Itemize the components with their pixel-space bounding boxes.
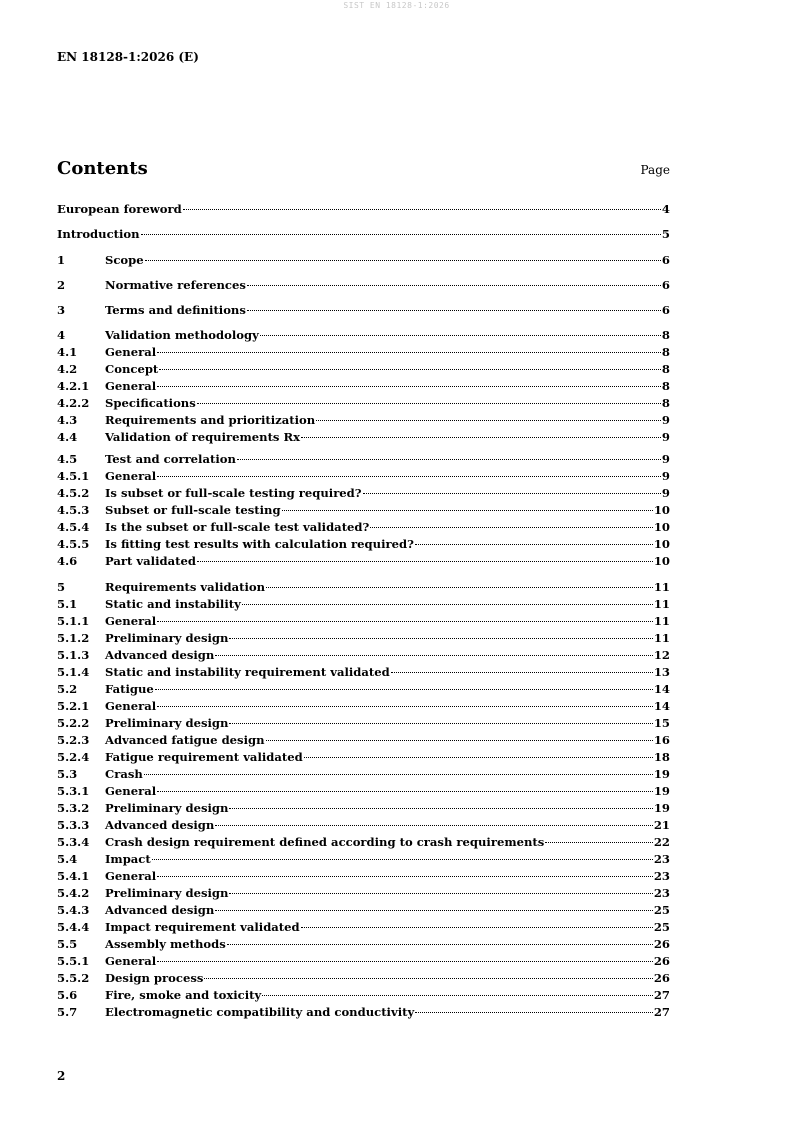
toc-entry-page: 12 [653, 648, 670, 662]
toc-entry-number: 4.5 [57, 452, 78, 466]
dot-leader [229, 808, 652, 809]
toc-entry-title: Is subset or full-scale testing required? [105, 486, 362, 500]
toc-entry-page: 19 [653, 801, 670, 815]
dot-leader [237, 459, 661, 460]
toc-entry-page: 6 [661, 253, 670, 267]
toc-entry-title: Impact [105, 852, 151, 866]
toc-entry-page: 23 [653, 886, 670, 900]
toc-entry-title: Is the subset or full-scale test validated? [105, 520, 370, 534]
toc-entry-number: 5.2.4 [57, 750, 90, 764]
dot-leader [260, 335, 661, 336]
dot-leader [304, 757, 653, 758]
toc-entry-page: 14 [653, 682, 670, 696]
toc-entry-number: 5.4.4 [57, 920, 90, 934]
dot-leader [157, 476, 661, 477]
toc-entry-number: 4.5.4 [57, 520, 90, 534]
toc-entry-number: 5.5.2 [57, 971, 90, 985]
toc-entry-page: 25 [653, 903, 670, 917]
toc-entry-title: General [105, 784, 157, 798]
toc-entry-page: 10 [653, 503, 670, 517]
dot-leader [266, 587, 653, 588]
dot-leader [316, 420, 661, 421]
toc-entry-title: Preliminary design [105, 886, 229, 900]
toc-entry-page: 22 [653, 835, 670, 849]
toc-entry-page: 4 [661, 202, 670, 216]
toc-entry-number: 4 [57, 328, 66, 342]
toc-entry-page: 11 [653, 614, 670, 628]
toc-entry[interactable] [57, 681, 670, 698]
toc-entry-page: 9 [661, 452, 670, 466]
toc-entry-page: 11 [653, 631, 670, 645]
dot-leader [159, 369, 661, 370]
toc-entry[interactable] [57, 970, 670, 987]
toc-entry[interactable] [57, 698, 670, 715]
toc-entry[interactable] [57, 579, 670, 596]
document-id: EN 18128-1:2026 (E) [57, 50, 199, 64]
toc-entry-title: General [105, 699, 157, 713]
dot-leader [144, 774, 653, 775]
toc-entry-number: 5.3 [57, 767, 78, 781]
toc-entry-title: Concept [105, 362, 159, 376]
toc-entry-number: 5.4.2 [57, 886, 90, 900]
toc-entry-title: General [105, 345, 157, 359]
toc-entry-number: 5.6 [57, 988, 78, 1002]
toc-entry-page: 15 [653, 716, 670, 730]
toc-entry-number: 4.5.5 [57, 537, 90, 551]
toc-entry-page: 19 [653, 767, 670, 781]
toc-entry-page: 5 [661, 227, 670, 241]
toc-entry[interactable] [57, 553, 670, 570]
toc-entry[interactable] [57, 1004, 670, 1021]
dot-leader [391, 672, 653, 673]
toc-entry-number: 4.2.1 [57, 379, 90, 393]
toc-entry[interactable] [57, 647, 670, 664]
dot-leader [215, 655, 653, 656]
dot-leader [247, 310, 661, 311]
toc-entry-page: 8 [661, 396, 670, 410]
toc-entry-page: 26 [653, 954, 670, 968]
dot-leader [215, 825, 653, 826]
toc-entry[interactable] [57, 834, 670, 851]
dot-leader [157, 352, 661, 353]
toc-entry-page: 8 [661, 362, 670, 376]
dot-leader [370, 527, 653, 528]
toc-entry-page: 10 [653, 554, 670, 568]
toc-entry[interactable] [57, 361, 670, 378]
toc-entry-number: 5.2.3 [57, 733, 90, 747]
toc-entry-page: 8 [661, 328, 670, 342]
toc-entry-number: 5.3.4 [57, 835, 90, 849]
dot-leader [415, 1012, 653, 1013]
toc-entry-number: 4.5.2 [57, 486, 90, 500]
toc-entry[interactable] [57, 885, 670, 902]
toc-entry-page: 26 [653, 937, 670, 951]
toc-entry[interactable] [57, 502, 670, 519]
toc-entry[interactable] [57, 485, 670, 502]
toc-entry[interactable] [57, 277, 670, 294]
toc-entry[interactable] [57, 868, 670, 885]
dot-leader [157, 876, 653, 877]
toc-entry-page: 26 [653, 971, 670, 985]
dot-leader [262, 995, 653, 996]
toc-entry-number: 4.6 [57, 554, 78, 568]
toc-entry-number: 4.2.2 [57, 396, 90, 410]
toc-entry-title: General [105, 379, 157, 393]
page-column-label: Page [640, 163, 670, 177]
toc-entry[interactable] [57, 953, 670, 970]
toc-entry[interactable] [57, 378, 670, 395]
toc-entry[interactable] [57, 536, 670, 553]
dot-leader [152, 859, 653, 860]
toc-entry-page: 11 [653, 580, 670, 594]
toc-entry-title: Electromagnetic compatibility and conductivity [105, 1005, 415, 1019]
toc-entry-page: 21 [653, 818, 670, 832]
toc-entry-title: Fatigue requirement validated [105, 750, 303, 764]
toc-entry[interactable] [57, 987, 670, 1004]
toc-entry-title: Static and instability [105, 597, 241, 611]
toc-entry[interactable] [57, 302, 670, 319]
toc-entry-page: 6 [661, 278, 670, 292]
toc-entry-page: 8 [661, 379, 670, 393]
toc-entry[interactable] [57, 715, 670, 732]
toc-entry-page: 27 [653, 1005, 670, 1019]
toc-entry[interactable] [57, 201, 670, 218]
toc-entry[interactable] [57, 766, 670, 783]
toc-entry-number: 5.1.4 [57, 665, 90, 679]
toc-entry-number: 4.3 [57, 413, 78, 427]
toc-entry-number: 4.1 [57, 345, 78, 359]
toc-entry-number: 5.3.1 [57, 784, 90, 798]
toc-entry[interactable] [57, 919, 670, 936]
toc-entry-title: Impact requirement validated [105, 920, 300, 934]
toc-entry[interactable] [57, 226, 670, 243]
toc-entry-number: 5.2.1 [57, 699, 90, 713]
toc-entry-title: Is fitting test results with calculation required? [105, 537, 414, 551]
toc-entry-page: 11 [653, 597, 670, 611]
toc-entry-number: 5.3.3 [57, 818, 90, 832]
toc-entry-title: Specifications [105, 396, 196, 410]
dot-leader [545, 842, 653, 843]
toc-entry-title: Requirements validation [105, 580, 266, 594]
toc-entry-title: Subset or full-scale testing [105, 503, 281, 517]
toc-entry-number: 5.5 [57, 937, 78, 951]
dot-leader [247, 285, 661, 286]
toc-entry-title: Advanced design [105, 818, 215, 832]
dot-leader [282, 510, 653, 511]
toc-entry-title: Preliminary design [105, 631, 229, 645]
dot-leader [197, 561, 653, 562]
toc-entry[interactable] [57, 783, 670, 800]
toc-entry-title: General [105, 869, 157, 883]
toc-entry-page: 10 [653, 520, 670, 534]
toc-entry-title: Part validated [105, 554, 196, 568]
dot-leader [204, 978, 652, 979]
toc-entry[interactable] [57, 664, 670, 681]
toc-entry-number: 5.1 [57, 597, 78, 611]
toc-entry[interactable] [57, 451, 670, 468]
toc-entry-page: 13 [653, 665, 670, 679]
toc-entry[interactable] [57, 596, 670, 613]
watermark: SIST EN 18128-1:2026 [343, 1, 450, 10]
toc-entry-number: 5.2.2 [57, 716, 90, 730]
toc-entry[interactable] [57, 429, 670, 446]
dot-leader [266, 740, 653, 741]
toc-entry-page: 9 [661, 486, 670, 500]
toc-entry-page: 27 [653, 988, 670, 1002]
toc-entry[interactable] [57, 613, 670, 630]
toc-entry-title: Advanced design [105, 648, 215, 662]
toc-entry-number: 5.4.1 [57, 869, 90, 883]
dot-leader [157, 706, 653, 707]
dot-leader [229, 893, 652, 894]
dot-leader [242, 604, 653, 605]
toc-entry-number: 5 [57, 580, 66, 594]
toc-entry-number: 5.1.2 [57, 631, 90, 645]
toc-entry[interactable] [57, 344, 670, 361]
toc-entry[interactable] [57, 749, 670, 766]
toc-entry[interactable] [57, 902, 670, 919]
toc-entry-title: Assembly methods [105, 937, 226, 951]
dot-leader [141, 234, 661, 235]
toc-entry-number: 4.4 [57, 430, 78, 444]
toc-entry-title: Static and instability requirement validated [105, 665, 390, 679]
toc-entry-title: Requirements and prioritization [105, 413, 316, 427]
toc-entry[interactable] [57, 395, 670, 412]
toc-entry-title: Terms and definitions [105, 303, 246, 317]
toc-entry-title: General [105, 469, 157, 483]
toc-entry-title: Crash design requirement defined according to crash requirements [105, 835, 545, 849]
dot-leader [215, 910, 653, 911]
toc-entry[interactable] [57, 936, 670, 953]
toc-entry-number: 5.5.1 [57, 954, 90, 968]
toc-entry-page: 9 [661, 430, 670, 444]
toc-entry-number: 5.3.2 [57, 801, 90, 815]
toc-entry-page: 8 [661, 345, 670, 359]
toc-entry-title: General [105, 954, 157, 968]
toc-entry[interactable] [57, 412, 670, 429]
toc-entry-page: 10 [653, 537, 670, 551]
toc-entry-number: 5.4 [57, 852, 78, 866]
toc-entry-title: Advanced design [105, 903, 215, 917]
toc-entry-number: 4.5.3 [57, 503, 90, 517]
toc-entry-page: 9 [661, 413, 670, 427]
toc-entry[interactable] [57, 817, 670, 834]
toc-entry-page: 14 [653, 699, 670, 713]
toc-entry-title: Scope [105, 253, 144, 267]
toc-entry-title: Introduction [57, 227, 140, 241]
toc-entry[interactable] [57, 732, 670, 749]
dot-leader [227, 944, 653, 945]
toc-entry[interactable] [57, 327, 670, 344]
toc-entry-page: 23 [653, 869, 670, 883]
toc-entry[interactable] [57, 800, 670, 817]
toc-entry[interactable] [57, 468, 670, 485]
toc-entry-title: Crash [105, 767, 143, 781]
toc-entry-title: Preliminary design [105, 716, 229, 730]
toc-entry-number: 5.7 [57, 1005, 78, 1019]
toc-entry-title: Normative references [105, 278, 246, 292]
toc-entry-number: 3 [57, 303, 66, 317]
toc-entry-page: 18 [653, 750, 670, 764]
toc-entry-page: 19 [653, 784, 670, 798]
toc-entry-number: 5.1.1 [57, 614, 90, 628]
toc-entry-title: Validation methodology [105, 328, 259, 342]
contents-heading: Contents [57, 158, 148, 179]
toc-entry-number: 1 [57, 253, 66, 267]
dot-leader [145, 260, 661, 261]
toc-entry-title: Validation of requirements Rx [105, 430, 301, 444]
toc-entry-title: General [105, 614, 157, 628]
dot-leader [183, 209, 661, 210]
page-number: 2 [57, 1069, 66, 1083]
toc-entry[interactable] [57, 252, 670, 269]
toc-entry-title: European foreword [57, 202, 182, 216]
toc-entry-page: 25 [653, 920, 670, 934]
toc-entry-number: 2 [57, 278, 66, 292]
toc-entry-number: 5.2 [57, 682, 78, 696]
dot-leader [301, 927, 653, 928]
dot-leader [301, 437, 661, 438]
toc-entry-title: Test and correlation [105, 452, 236, 466]
dot-leader [157, 386, 661, 387]
toc-entry-page: 16 [653, 733, 670, 747]
dot-leader [415, 544, 653, 545]
dot-leader [229, 638, 652, 639]
dot-leader [229, 723, 652, 724]
toc-entry[interactable] [57, 519, 670, 536]
toc-entry-number: 4.2 [57, 362, 78, 376]
dot-leader [155, 689, 653, 690]
toc-entry-title: Fatigue [105, 682, 154, 696]
toc-entry[interactable] [57, 630, 670, 647]
dot-leader [157, 961, 653, 962]
toc-entry-title: Advanced fatigue design [105, 733, 265, 747]
toc-entry-page: 9 [661, 469, 670, 483]
toc-entry-title: Preliminary design [105, 801, 229, 815]
toc-entry-number: 5.1.3 [57, 648, 90, 662]
toc-entry-number: 5.4.3 [57, 903, 90, 917]
toc-entry-page: 23 [653, 852, 670, 866]
toc-entry-page: 6 [661, 303, 670, 317]
dot-leader [197, 403, 661, 404]
toc-entry-title: Design process [105, 971, 204, 985]
toc-entry-number: 4.5.1 [57, 469, 90, 483]
toc-entry[interactable] [57, 851, 670, 868]
dot-leader [157, 621, 653, 622]
toc-entry-title: Fire, smoke and toxicity [105, 988, 262, 1002]
dot-leader [157, 791, 653, 792]
dot-leader [363, 493, 661, 494]
